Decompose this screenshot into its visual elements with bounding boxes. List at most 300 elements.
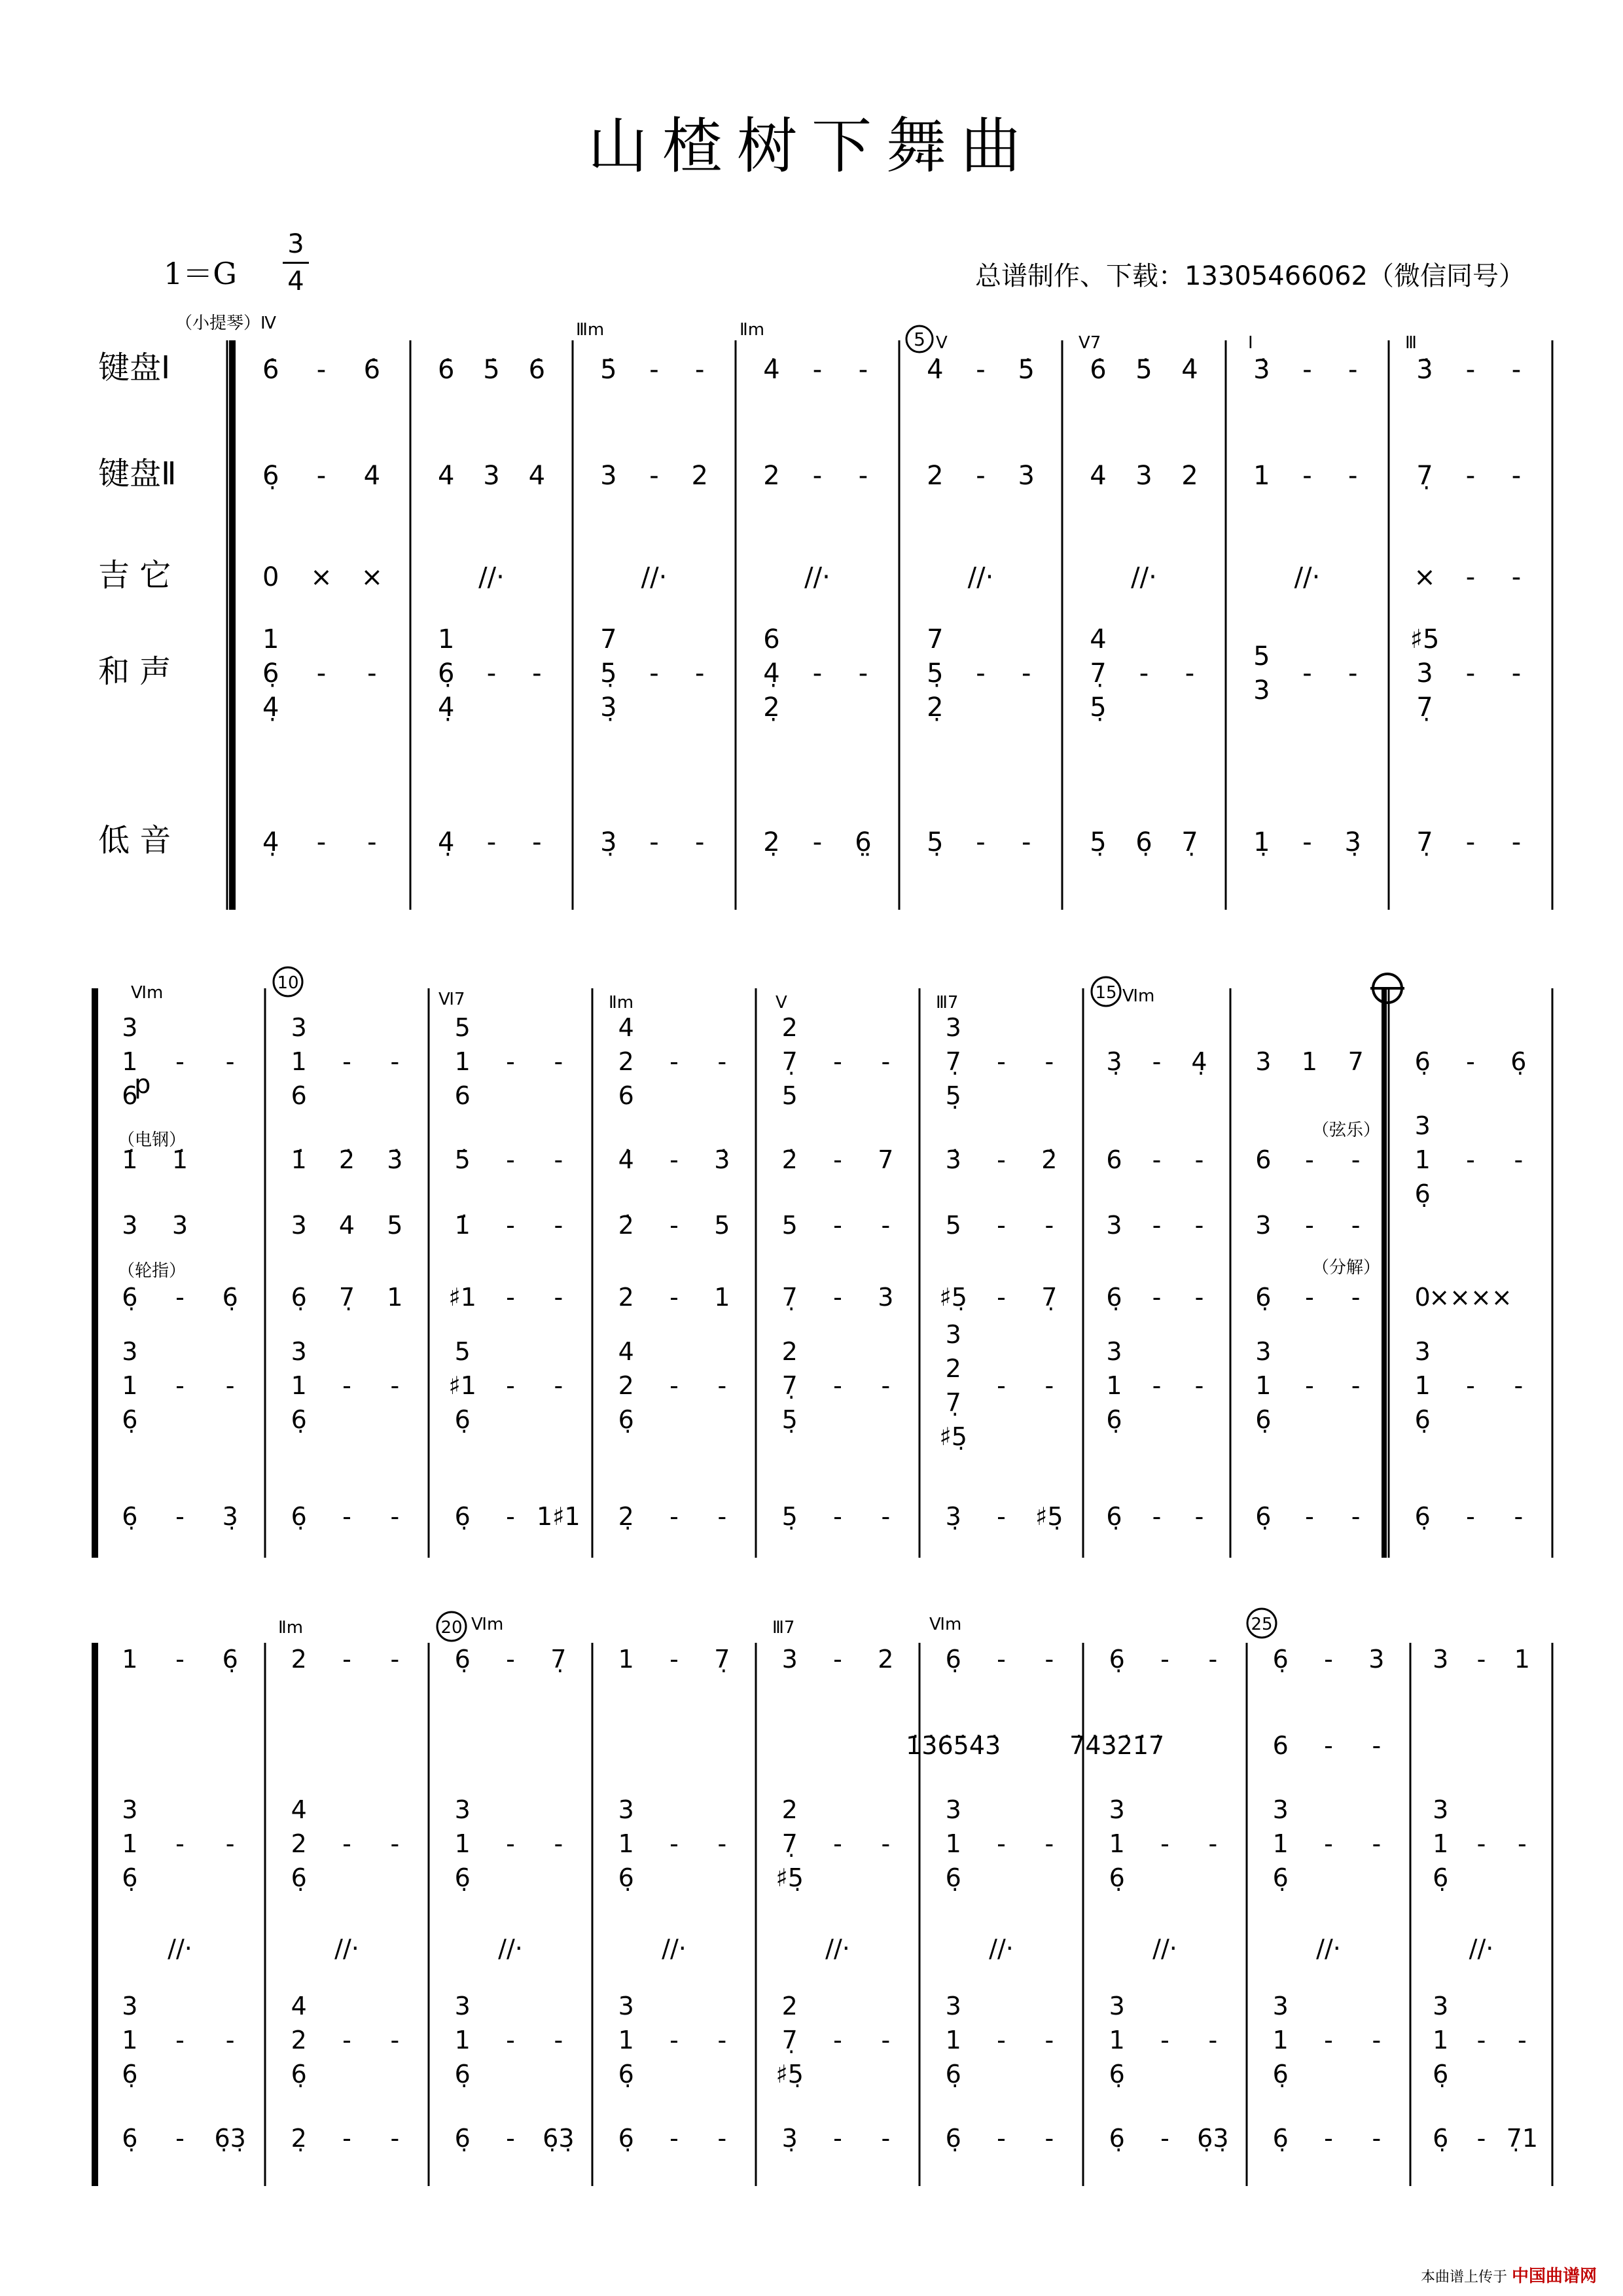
system2-note: - bbox=[1152, 1502, 1162, 1531]
system2-note: 2̇ bbox=[338, 1145, 355, 1174]
system3-note-chord-note: 1 bbox=[1272, 1829, 1289, 1858]
system2-note-chord-note: 2 bbox=[781, 1013, 798, 1042]
system1-note: 5̇ bbox=[483, 355, 500, 385]
system3-note-chord-note: 2 bbox=[291, 1829, 307, 1858]
system2-note: 3̣ bbox=[945, 1502, 961, 1531]
system1-note: - bbox=[649, 658, 659, 689]
chord-annotation: （轮指） bbox=[118, 1261, 187, 1281]
system1-note: 2̣ bbox=[763, 827, 780, 857]
system3-note: - bbox=[506, 1829, 515, 1858]
system2-note-chord-note: 3 bbox=[1106, 1337, 1122, 1366]
system3-note: - bbox=[1044, 1829, 1054, 1858]
chord-annotation: Ⅱm bbox=[740, 320, 765, 340]
system2-note-chord-note: 7̣ bbox=[945, 1047, 961, 1076]
system1-note: 3 bbox=[600, 461, 617, 491]
system1-note-chord-note: 5̣ bbox=[927, 658, 944, 689]
system3-note: 3 bbox=[781, 1645, 798, 1674]
system1-note: - bbox=[976, 355, 986, 385]
system1-note: - bbox=[1511, 827, 1522, 857]
system2-note: - bbox=[175, 1371, 185, 1400]
system2-note: - bbox=[1152, 1145, 1162, 1174]
system2-note: 6̣ bbox=[1414, 1047, 1431, 1076]
system2-note: 5 bbox=[714, 1211, 730, 1240]
system3-note: - bbox=[175, 2124, 185, 2153]
system2-note: - bbox=[1351, 1145, 1361, 1174]
system2-note-chord-note: 6̣ bbox=[1255, 1405, 1272, 1434]
system3-note: - bbox=[342, 2026, 351, 2054]
system2-note: ♯1 bbox=[448, 1283, 476, 1312]
system3-note: 2 bbox=[291, 1645, 307, 1674]
system2-note: 5 bbox=[387, 1211, 403, 1240]
system3-note: 6̣3̣ bbox=[214, 2124, 246, 2153]
system1-note: 2 bbox=[927, 461, 944, 491]
system3-note: - bbox=[390, 1829, 400, 1858]
system1-note: - bbox=[694, 658, 705, 689]
system3-note: - bbox=[669, 1829, 679, 1858]
system3-note: 6̣ bbox=[222, 1645, 238, 1674]
system2-note: - bbox=[1152, 1211, 1162, 1240]
system2-note: - bbox=[506, 1145, 515, 1174]
system2-note: - bbox=[1152, 1047, 1162, 1076]
system3-note-chord-note: 6̣ bbox=[291, 1863, 307, 1892]
system2-note: 6̣ bbox=[122, 1283, 138, 1312]
system2-note: 6̣ bbox=[1510, 1047, 1527, 1076]
system2-note: 3 bbox=[1255, 1211, 1272, 1240]
system2-note: 6̣ bbox=[1414, 1502, 1431, 1531]
system2-note: 3 bbox=[1255, 1047, 1272, 1076]
system2-note-chord-note: 2 bbox=[618, 1047, 634, 1076]
system1-note: 3̣ bbox=[600, 827, 617, 857]
system3-note-chord-note: 1 bbox=[1109, 1829, 1125, 1858]
system1-note: - bbox=[976, 658, 986, 689]
system1-note: 2 bbox=[763, 461, 780, 491]
system2-note: 7 bbox=[1347, 1047, 1364, 1076]
system3-note: - bbox=[506, 2124, 515, 2153]
chord-annotation: Ⅲm bbox=[576, 320, 605, 340]
system1-note: - bbox=[1465, 658, 1476, 689]
system3-note: - bbox=[554, 2026, 563, 2054]
system2-note: 2̣ bbox=[618, 1502, 634, 1531]
meter-bottom: 4 bbox=[287, 266, 304, 296]
system2-note: 6̣ bbox=[1106, 1502, 1122, 1531]
system3-note-chord-note: 1 bbox=[1272, 2026, 1289, 2054]
system2-note: 1♯1 bbox=[536, 1502, 580, 1531]
system2-note-chord-note: 7̣ bbox=[781, 1371, 798, 1400]
system1-note: - bbox=[694, 827, 705, 857]
system3-note: - bbox=[342, 2124, 351, 2153]
system3-note-chord-note: 3 bbox=[122, 1992, 138, 2020]
system3-note: 6̣ bbox=[1433, 2124, 1449, 2153]
system3-note-chord-note: 6̣ bbox=[1109, 2060, 1125, 2089]
system2-note: 6 bbox=[1106, 1145, 1122, 1174]
meter-top: 3 bbox=[287, 229, 304, 259]
system1-note: - bbox=[1347, 355, 1358, 385]
system3-note-chord-note: 1 bbox=[618, 2026, 634, 2054]
system2-note-chord-note: 6 bbox=[291, 1081, 307, 1110]
system2-note: 4̣ bbox=[1191, 1047, 1207, 1076]
system2-note: 4 bbox=[338, 1211, 355, 1240]
system2-note: - bbox=[506, 1047, 515, 1076]
system1-note: - bbox=[858, 355, 868, 385]
system2-note: 6̣ bbox=[222, 1283, 238, 1312]
system1-note: 3 bbox=[483, 461, 500, 491]
system1-note-chord-note: 5̣ bbox=[600, 658, 617, 689]
system3-note: - bbox=[717, 2026, 727, 2054]
system3-note: 6 bbox=[1272, 1731, 1289, 1760]
system3-note: - bbox=[1044, 2026, 1054, 2054]
system1-note: 4 bbox=[528, 461, 546, 491]
system3-note: 2 bbox=[878, 1645, 894, 1674]
system1-note-chord-note: 6̣ bbox=[437, 658, 455, 689]
system1-note: - bbox=[1511, 658, 1522, 689]
system3-note-chord-note: 6̣ bbox=[945, 1863, 961, 1892]
system1-note: 7̣ bbox=[1416, 827, 1433, 857]
system1-note: 5̇ bbox=[1135, 355, 1152, 385]
system2-note-chord-note: 7̣ bbox=[945, 1388, 961, 1417]
system3-note-chord-note: 1 bbox=[618, 1829, 634, 1858]
system2-note: 6̣ bbox=[1106, 1283, 1122, 1312]
system2-note: - bbox=[881, 1047, 891, 1076]
system2-note: 2̇ bbox=[1041, 1145, 1058, 1174]
system2-note: - bbox=[390, 1047, 400, 1076]
system2-note: 7̣ bbox=[781, 1283, 798, 1312]
system2-note: - bbox=[175, 1047, 185, 1076]
system3-note-chord-note: 1 bbox=[1433, 2026, 1449, 2054]
system3-note-chord-note: 3 bbox=[1272, 1795, 1289, 1824]
system2-note-chord-note: ♯5̣ bbox=[939, 1422, 967, 1451]
system1-note: - bbox=[1465, 562, 1476, 592]
system3-note: - bbox=[1324, 2026, 1333, 2054]
system2-note: ×××× bbox=[1429, 1283, 1512, 1312]
system1-note: 4 bbox=[1090, 461, 1107, 491]
system2-note-chord-note: 5 bbox=[454, 1013, 471, 1042]
system2-note: 5 bbox=[781, 1211, 798, 1240]
system2-note: - bbox=[669, 1047, 679, 1076]
system2-note-chord-note: 3 bbox=[945, 1320, 961, 1349]
system1-note: 3̇ bbox=[1253, 355, 1270, 385]
system1-note: - bbox=[694, 355, 705, 385]
system3-note: 1 bbox=[618, 1645, 634, 1674]
system1-note-chord-note: 6 bbox=[763, 624, 780, 655]
system3-note: - bbox=[833, 2026, 842, 2054]
credit-line: 总谱制作、下载：13305466062（微信同号） bbox=[975, 261, 1525, 291]
system1-note: 3̇ bbox=[1416, 355, 1433, 385]
system1-note: 4̣ bbox=[262, 827, 279, 857]
system3-note: - bbox=[1160, 2026, 1169, 2054]
system2-note: - bbox=[1466, 1047, 1475, 1076]
system3-note: - bbox=[342, 1645, 351, 1674]
system2-note: 6̣ bbox=[1255, 1502, 1272, 1531]
system2-note-chord-note: 3 bbox=[291, 1337, 307, 1366]
system2-note-chord-note: 5̣ bbox=[781, 1405, 798, 1434]
system3-note: - bbox=[1476, 1829, 1486, 1858]
system1-note-chord-note: 5 bbox=[1253, 641, 1270, 672]
footer bbox=[1421, 2263, 1597, 2287]
system1-note: × bbox=[1414, 562, 1436, 592]
system2-note: 3 bbox=[878, 1283, 894, 1312]
system2-note-chord-note: 1 bbox=[122, 1047, 138, 1076]
key-signature: 1＝G bbox=[164, 256, 238, 291]
chord-annotation: Ⅵm bbox=[131, 983, 164, 1003]
system3-note: - bbox=[669, 1645, 679, 1674]
system3-note-chord-note: 1 bbox=[454, 2026, 471, 2054]
system2-note: - bbox=[833, 1211, 842, 1240]
system2-note: - bbox=[554, 1283, 563, 1312]
chord-annotation: Ⅲ7 bbox=[772, 1618, 795, 1638]
system2-note-chord-note: 1 bbox=[1255, 1371, 1272, 1400]
system1-note: - bbox=[1465, 461, 1476, 491]
system1-note: - bbox=[649, 355, 659, 385]
system1-note-chord-note: 6̣ bbox=[262, 658, 279, 689]
system3-note: 1̇3̇6̇5̇4̇3̇ bbox=[906, 1731, 1001, 1760]
system2-note: 3 bbox=[291, 1211, 307, 1240]
system2-note: - bbox=[833, 1502, 842, 1531]
system1-note: - bbox=[1347, 461, 1358, 491]
rehearsal-mark-number: 10 bbox=[277, 973, 299, 993]
system1-note-chord-note: 1 bbox=[262, 624, 279, 655]
system1-note: - bbox=[1465, 827, 1476, 857]
system1-note: - bbox=[1302, 827, 1312, 857]
system1-note: - bbox=[812, 461, 823, 491]
system3-note: 7̇4̇3̇2̇1̇7̇ bbox=[1069, 1731, 1165, 1760]
system3-note: - bbox=[390, 2026, 400, 2054]
system3-note: 6̣ bbox=[122, 2124, 138, 2153]
system3-note: - bbox=[1517, 1829, 1527, 1858]
chord-annotation: Ⅵm bbox=[1122, 986, 1155, 1006]
system2-note: - bbox=[997, 1047, 1006, 1076]
system1-note: 4̇ bbox=[1181, 355, 1198, 385]
system2-note: 1̇ bbox=[291, 1145, 307, 1174]
system2-note-chord-note: 6 bbox=[618, 1081, 634, 1110]
system2-note-chord-note: 6 bbox=[454, 1081, 471, 1110]
system2-note-chord-note: 1 bbox=[122, 1371, 138, 1400]
system1-note-chord-note: 3 bbox=[1253, 675, 1270, 706]
system2-note: - bbox=[342, 1047, 351, 1076]
system2-note: 3̣ bbox=[222, 1502, 238, 1531]
system3-note: - bbox=[881, 1829, 891, 1858]
system2-note: - bbox=[1466, 1502, 1475, 1531]
chord-annotation: Ⅲ bbox=[1405, 333, 1417, 353]
system2-note-chord-note: 2 bbox=[618, 1371, 634, 1400]
system1-note-chord-note: 5̣ bbox=[1090, 692, 1107, 723]
system2-note: - bbox=[1152, 1371, 1162, 1400]
repeat-measure-sign: ∕∕· bbox=[825, 1934, 850, 1963]
system1-note: - bbox=[1021, 827, 1031, 857]
system2-note-chord-note: 1 bbox=[1414, 1145, 1431, 1174]
instrument-label: 低 音 bbox=[98, 822, 171, 859]
system1-note: 6̇ bbox=[437, 355, 455, 385]
system3-note-chord-note: 3 bbox=[1109, 1795, 1125, 1824]
system3-note-chord-note: 1 bbox=[1433, 1829, 1449, 1858]
system2-note: 1 bbox=[714, 1283, 730, 1312]
system2-note: - bbox=[1466, 1145, 1475, 1174]
system2-note-chord-note: 7̣ bbox=[781, 1047, 798, 1076]
system3-note-chord-note: 7̣ bbox=[781, 1829, 798, 1858]
system3-note: - bbox=[1160, 1645, 1169, 1674]
system3-note: - bbox=[342, 1829, 351, 1858]
system2-note: 1 bbox=[387, 1283, 403, 1312]
system3-note: - bbox=[390, 2124, 400, 2153]
repeat-measure-sign: ∕∕· bbox=[334, 1934, 359, 1963]
system2-note-chord-note: 4 bbox=[618, 1337, 634, 1366]
system3-note-chord-note: 6̣ bbox=[618, 2060, 634, 2089]
system2-note: 1̇ bbox=[171, 1145, 188, 1174]
chord-annotation: Ⅵm bbox=[929, 1615, 962, 1634]
system2-note: 0 bbox=[1414, 1283, 1431, 1312]
chord-annotation: Ⅱm bbox=[278, 1618, 304, 1638]
chord-annotation: （分解） bbox=[1312, 1258, 1381, 1278]
system1-note: - bbox=[1021, 658, 1031, 689]
chord-annotation: Ⅵ7 bbox=[438, 990, 465, 1009]
system1-note-chord-note: 2̣ bbox=[763, 692, 780, 723]
system3-note: 6̣ bbox=[454, 1645, 471, 1674]
system2-note: - bbox=[833, 1145, 842, 1174]
system1-note: - bbox=[367, 827, 377, 857]
system3-note: - bbox=[881, 2026, 891, 2054]
footer-brand: 中国曲谱网 bbox=[1511, 2267, 1597, 2286]
system3-note: - bbox=[1160, 2124, 1169, 2153]
system1-note: 6̣ bbox=[262, 461, 279, 491]
system3-note-chord-note: 6̣ bbox=[291, 2060, 307, 2089]
system2-note: - bbox=[175, 1283, 185, 1312]
system2-note-chord-note: 3 bbox=[122, 1013, 138, 1042]
system3-note: 7̣ bbox=[714, 1645, 730, 1674]
rehearsal-mark-number: 5 bbox=[914, 329, 925, 350]
system1-note: - bbox=[532, 658, 542, 689]
system3-note: 1 bbox=[122, 1645, 138, 1674]
system2-note: - bbox=[1466, 1371, 1475, 1400]
system2-note: - bbox=[717, 1371, 727, 1400]
system2-note: - bbox=[669, 1145, 679, 1174]
system3-note: - bbox=[833, 1829, 842, 1858]
system2-note-chord-note: 6̣ bbox=[1414, 1179, 1431, 1208]
system2-note: 3̇ bbox=[714, 1145, 730, 1174]
system3-note-chord-note: 3 bbox=[1433, 1795, 1449, 1824]
system3-note-chord-note: 6̣ bbox=[1433, 1863, 1449, 1892]
system1-note: 6̇ bbox=[262, 355, 279, 385]
system1-note: 3̣ bbox=[1344, 827, 1361, 857]
system2-note: - bbox=[1305, 1211, 1314, 1240]
system3-note: - bbox=[1324, 1645, 1333, 1674]
repeat-measure-sign: ∕∕· bbox=[1294, 562, 1321, 592]
chord-annotation: Ⅵm bbox=[471, 1615, 504, 1634]
system2-note: - bbox=[225, 1371, 235, 1400]
system1-note: - bbox=[316, 658, 327, 689]
system1-note: 3 bbox=[1135, 461, 1152, 491]
system1-note: - bbox=[1511, 562, 1522, 592]
system2-note: 5 bbox=[945, 1211, 961, 1240]
system1-note: × bbox=[361, 562, 383, 592]
system2-note: 6̣ bbox=[122, 1502, 138, 1531]
repeat-measure-sign: ∕∕· bbox=[1469, 1934, 1494, 1963]
system1-note: 6̇ bbox=[1090, 355, 1107, 385]
system3-note-chord-note: 6̣ bbox=[122, 1863, 138, 1892]
system3-note-chord-note: 6̣ bbox=[618, 1863, 634, 1892]
system2-note: - bbox=[1351, 1283, 1361, 1312]
system2-note: - bbox=[1351, 1502, 1361, 1531]
repeat-measure-sign: ∕∕· bbox=[478, 562, 505, 592]
system2-note-chord-note: 3 bbox=[291, 1013, 307, 1042]
system2-note: 1̇ bbox=[122, 1145, 138, 1174]
system3-note: - bbox=[1044, 1645, 1054, 1674]
score-title: 山楂树下舞曲 bbox=[587, 111, 1035, 181]
system1-note-chord-note: 4 bbox=[1090, 624, 1107, 655]
system2-note: - bbox=[506, 1211, 515, 1240]
system1-note: - bbox=[649, 827, 659, 857]
system3-note: - bbox=[1372, 2026, 1382, 2054]
system1-note: - bbox=[316, 827, 327, 857]
system1-note: 5̣ bbox=[927, 827, 944, 857]
system2-note-chord-note: 6̣ bbox=[291, 1405, 307, 1434]
system2-note-chord-note: 3 bbox=[1255, 1337, 1272, 1366]
system3-note: - bbox=[506, 2026, 515, 2054]
system2-note: - bbox=[554, 1047, 563, 1076]
system1-note-chord-note: 7 bbox=[927, 624, 944, 655]
system3-note: - bbox=[554, 1829, 563, 1858]
repeat-measure-sign: ∕∕· bbox=[641, 562, 668, 592]
system2-note-chord-note: 3 bbox=[1414, 1111, 1431, 1140]
system3-note: - bbox=[997, 1645, 1006, 1674]
system1-note: 4 bbox=[437, 461, 455, 491]
system2-note: 2 bbox=[618, 1283, 634, 1312]
system3-note: 6̣ bbox=[945, 1645, 961, 1674]
system2-note: - bbox=[506, 1371, 515, 1400]
repeat-measure-sign: ∕∕· bbox=[804, 562, 830, 592]
system2-note: 7̣ bbox=[1041, 1283, 1058, 1312]
system2-note: 1 bbox=[1301, 1047, 1318, 1076]
system1-note: - bbox=[1302, 355, 1312, 385]
rehearsal-mark-number: 15 bbox=[1095, 983, 1117, 1003]
system1-note-chord-note: ♯5 bbox=[1410, 624, 1440, 655]
system1-note: 0 bbox=[262, 562, 279, 592]
system3-note-chord-note: 3 bbox=[945, 1992, 961, 2020]
system1-note: - bbox=[1511, 461, 1522, 491]
system3-note: 3̣ bbox=[781, 2124, 798, 2153]
system2-note: 1̇ bbox=[454, 1211, 471, 1240]
system2-note: - bbox=[1514, 1145, 1524, 1174]
system1-note-chord-note: 4̣ bbox=[763, 658, 780, 689]
system2-note-chord-note: 1 bbox=[291, 1371, 307, 1400]
chord-annotation: Ⅰ bbox=[1248, 333, 1253, 353]
system3-note: 6̣3̣ bbox=[1197, 2124, 1229, 2153]
system2-note: - bbox=[1044, 1371, 1054, 1400]
system1-note: - bbox=[976, 461, 986, 491]
system3-note: - bbox=[997, 2026, 1006, 2054]
system2-note-chord-note: 5 bbox=[454, 1337, 471, 1366]
system2-note: - bbox=[554, 1371, 563, 1400]
system1-note: 2 bbox=[1181, 461, 1198, 491]
system2-note: - bbox=[390, 1502, 400, 1531]
system2-note: ♯5̣ bbox=[1035, 1502, 1063, 1531]
system2-note-chord-note: ♯1 bbox=[448, 1371, 476, 1400]
system2-note-chord-note: 6̣ bbox=[454, 1405, 471, 1434]
repeat-measure-sign: ∕∕· bbox=[498, 1934, 523, 1963]
footer-upload-text: 本曲谱上传于 bbox=[1420, 2269, 1507, 2286]
system3-note: - bbox=[1160, 1829, 1169, 1858]
dynamic-piano: p bbox=[134, 1069, 151, 1100]
system3-note-chord-note: 6̣ bbox=[1109, 1863, 1125, 1892]
system2-note: 6̣ bbox=[291, 1283, 307, 1312]
system3-note-chord-note: 4 bbox=[291, 1992, 307, 2020]
system2-note: - bbox=[225, 1047, 235, 1076]
system3-note-chord-note: 1 bbox=[945, 2026, 961, 2054]
system3-note: - bbox=[225, 1829, 235, 1858]
system3-note: 6̣ bbox=[1109, 1645, 1125, 1674]
system1-note: - bbox=[858, 658, 868, 689]
system3-note: 7̣1 bbox=[1506, 2124, 1539, 2153]
system1-note: - bbox=[316, 461, 327, 491]
system2-note-chord-note: 2 bbox=[781, 1337, 798, 1366]
